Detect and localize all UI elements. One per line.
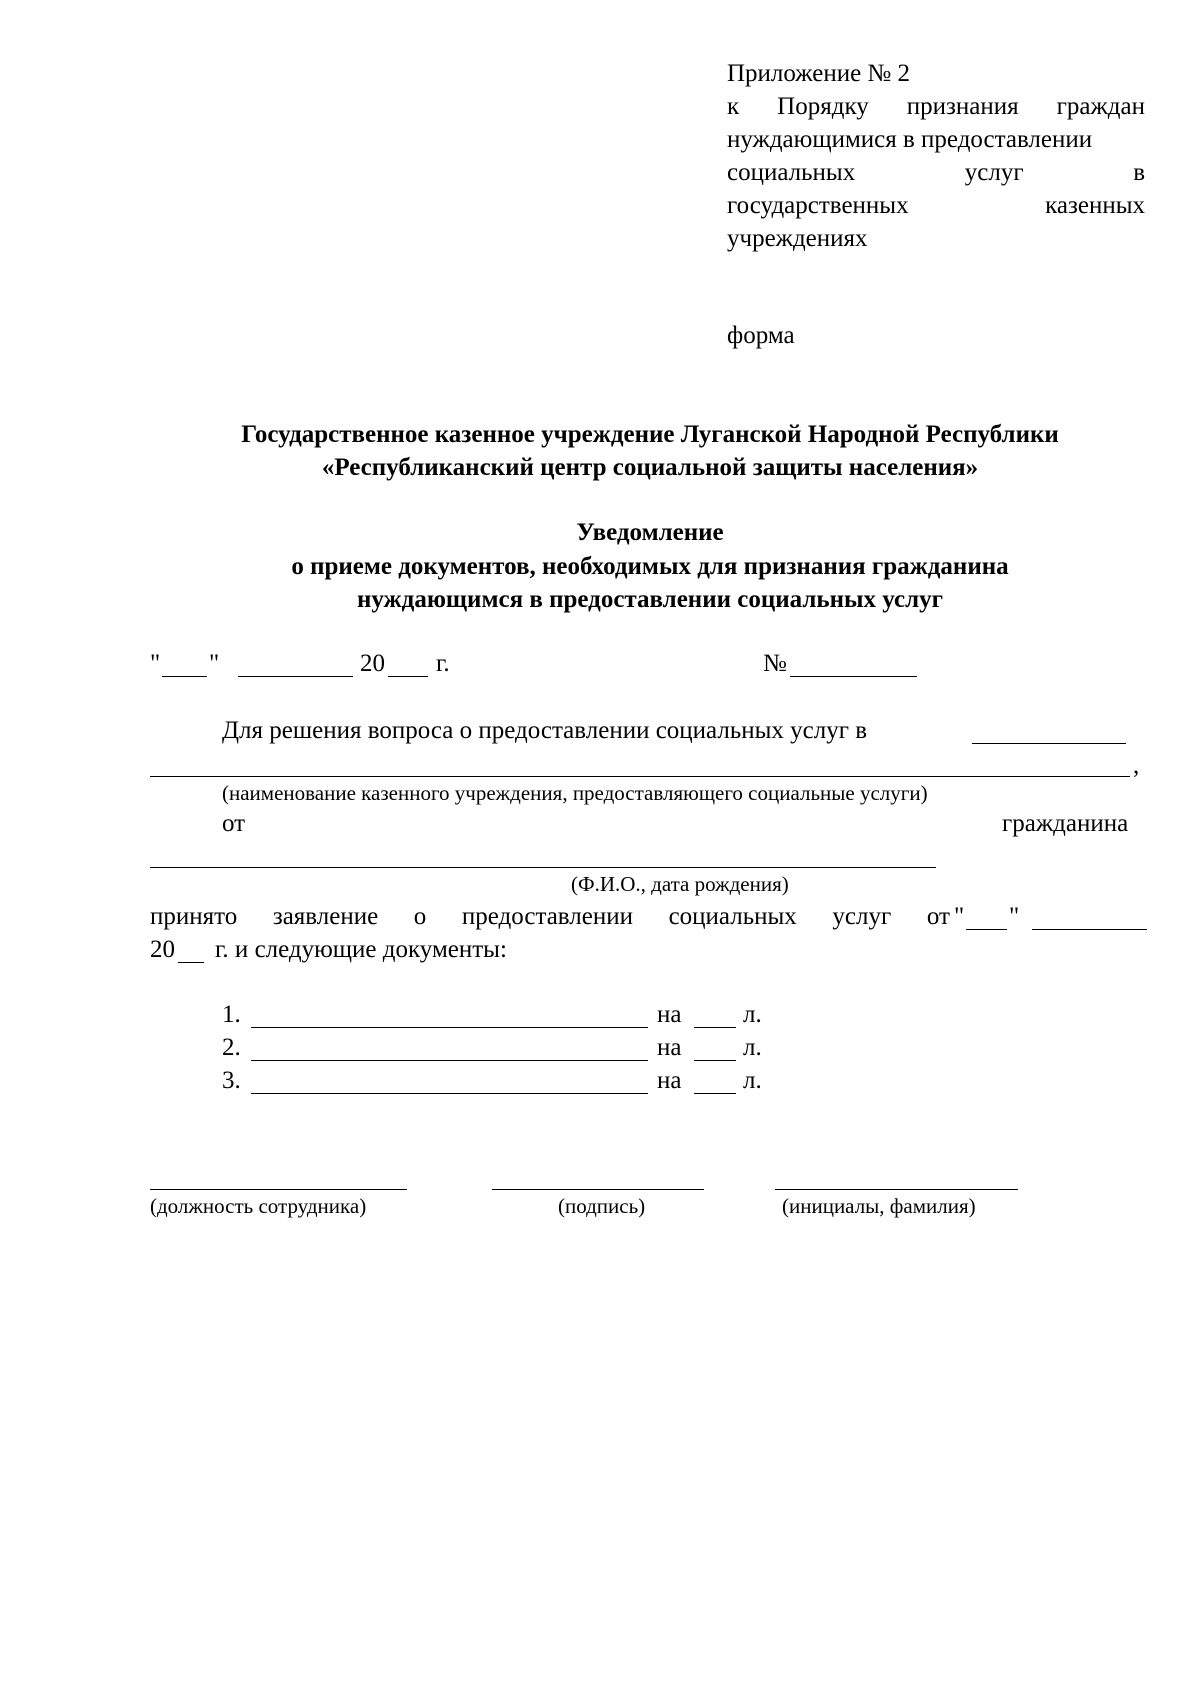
org-line-1: Государственное казенное учреждение Луганской Народной Республики bbox=[241, 421, 1059, 448]
hint-fio: (Ф.И.О., дата рождения) bbox=[571, 872, 789, 896]
document-sheets-label: л. bbox=[743, 1034, 762, 1061]
hint-institution: (наименование казенного учреждения, предоставляющего социальные услуги) bbox=[222, 781, 928, 805]
appendix-line-4: государственных казенных bbox=[727, 192, 1145, 219]
document-name-field[interactable] bbox=[251, 1027, 648, 1028]
document-name-field[interactable] bbox=[251, 1093, 648, 1094]
app-quote-open: " bbox=[954, 903, 965, 930]
document-sheets-field[interactable] bbox=[694, 1060, 736, 1061]
comma: , bbox=[1133, 752, 1140, 779]
number-field[interactable] bbox=[790, 676, 917, 677]
app-day-field[interactable] bbox=[966, 929, 1007, 930]
doc-title: Уведомление bbox=[576, 519, 724, 546]
year-prefix: 20 bbox=[360, 650, 385, 677]
doc-subtitle-2: нуждающимся в предоставлении социальных услуг bbox=[356, 586, 944, 613]
document-sheets-label: л. bbox=[743, 1001, 762, 1028]
signature-label: (подпись) bbox=[558, 1194, 646, 1218]
document-on: на bbox=[657, 1001, 682, 1028]
signature-field[interactable] bbox=[492, 1189, 704, 1190]
month-field[interactable] bbox=[238, 676, 353, 677]
position-field[interactable] bbox=[150, 1189, 407, 1190]
initials-label: (инициалы, фамилия) bbox=[782, 1194, 976, 1218]
year-suffix: г. bbox=[436, 650, 450, 677]
citizen-label: гражданина bbox=[1002, 810, 1129, 837]
document-num: 1. bbox=[222, 1001, 241, 1028]
appendix-line-3: социальных услуг в bbox=[727, 159, 1145, 186]
appendix-line-5: учреждениях bbox=[727, 225, 868, 252]
quote-close: " bbox=[209, 650, 220, 677]
quote-open: " bbox=[150, 650, 161, 677]
document-num: 2. bbox=[222, 1034, 241, 1061]
document-name-field[interactable] bbox=[251, 1060, 648, 1061]
initials-field[interactable] bbox=[775, 1189, 1018, 1190]
number-label: № bbox=[763, 650, 787, 677]
from-label: от bbox=[222, 810, 246, 837]
document-num: 3. bbox=[222, 1067, 241, 1094]
year-field[interactable] bbox=[388, 676, 428, 677]
document-sheets-field[interactable] bbox=[694, 1027, 736, 1028]
appendix-line-2: нуждающимися в предоставлении bbox=[727, 126, 1093, 153]
position-label: (должность сотрудника) bbox=[150, 1194, 367, 1218]
document-sheets-label: л. bbox=[743, 1067, 762, 1094]
document-on: на bbox=[657, 1034, 682, 1061]
body-line-1: Для решения вопроса о предоставлении социальных услуг в bbox=[222, 717, 868, 744]
fio-field[interactable] bbox=[150, 867, 936, 868]
appendix-number: Приложение № 2 bbox=[727, 60, 911, 87]
doc-subtitle-1: о приеме документов, необходимых для признания гражданина bbox=[291, 553, 1009, 580]
institution-field[interactable] bbox=[150, 776, 1130, 777]
app-year-field[interactable] bbox=[178, 962, 204, 963]
appendix-line-1: к Порядку признания граждан bbox=[727, 93, 1145, 120]
document-sheets-field[interactable] bbox=[694, 1093, 736, 1094]
app-quote-close: " bbox=[1009, 903, 1020, 930]
documents-intro: г. и следующие документы: bbox=[215, 936, 507, 963]
day-field[interactable] bbox=[162, 676, 207, 677]
accepted-line: принято заявление о предоставлении социальных услуг от bbox=[150, 903, 950, 930]
form-label: форма bbox=[727, 322, 795, 349]
document-on: на bbox=[657, 1067, 682, 1094]
institution-field-inline[interactable] bbox=[972, 743, 1126, 744]
app-month-field[interactable] bbox=[1032, 929, 1147, 930]
app-year-prefix: 20 bbox=[150, 936, 175, 963]
org-line-2: «Республиканский центр социальной защиты населения» bbox=[321, 454, 979, 481]
